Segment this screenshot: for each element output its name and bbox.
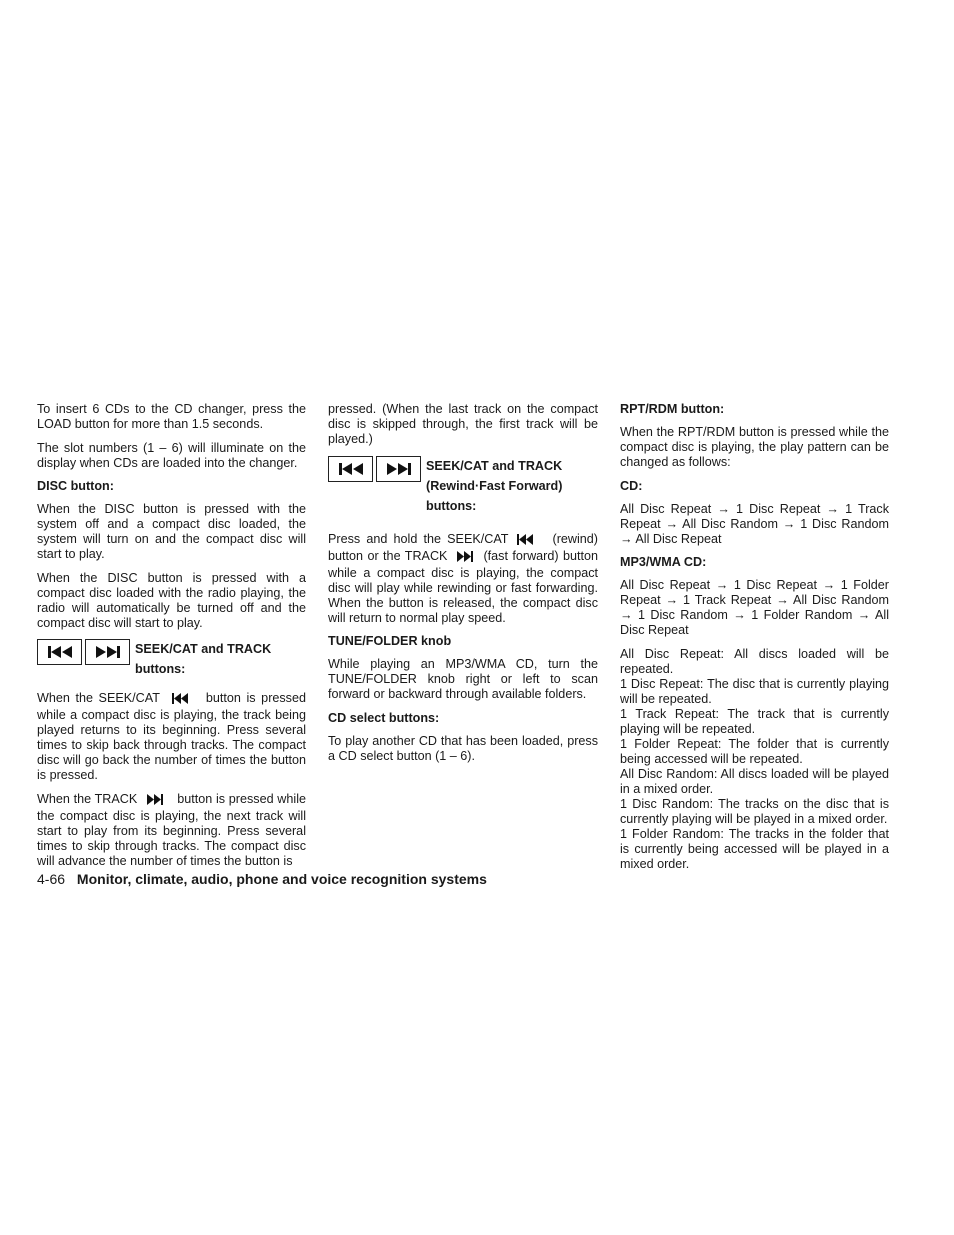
page-number: 4-66 [37, 871, 66, 887]
seek-cat-text-b: button is pressed while a compact disc is playing, the track being played returns to its beginning. Press several times to skip back through tracks. The compact disc will go back the number of times the button is pressed. [37, 691, 306, 782]
seek-back-icon [517, 534, 533, 549]
seek-cat-text-a: When the SEEK/CAT [37, 691, 160, 705]
track-forward-icon [457, 551, 473, 566]
seek-cat-button-illustration [328, 456, 373, 482]
seek-track-button-pair [37, 639, 130, 665]
paragraph-rpt-rdm: When the RPT/RDM button is pressed while the compact disc is playing, the play pattern can be changed as follows: [620, 425, 889, 469]
heading-rpt-rdm: RPT/RDM button: [620, 402, 725, 416]
page-footer [37, 870, 487, 888]
track-forward-icon [147, 794, 163, 809]
definition-1-folder-repeat: 1 Folder Repeat: The folder that is currently being accessed will be repeated. [620, 736, 889, 766]
definition-1-disc-repeat: 1 Disc Repeat: The disc that is currently playing will be repeated. [620, 676, 889, 706]
paragraph-press-hold [328, 532, 598, 626]
column-2 [328, 402, 598, 772]
paragraph-last-track: pressed. (When the last track on the compact disc is skipped through, the first track will be played.) [328, 402, 598, 446]
heading-disc-button: DISC button: [37, 479, 114, 493]
paragraph-tune-folder: While playing an MP3/WMA CD, turn the TUNE/FOLDER knob right or left to scan forward or backward through available folders. [328, 657, 598, 701]
definition-all-disc-random: All Disc Random: All discs loaded will be played in a mixed order. [620, 766, 889, 796]
definition-1-folder-random: 1 Folder Random: The tracks in the folder that is currently being accessed will be played in a mixed order. [620, 826, 889, 871]
track-forward-icon [386, 463, 412, 475]
rewind-forward-caption [426, 456, 562, 516]
press-hold-text-c: (fast forward) button while a compact disc is playing, the compact disc will play while rewinding or fast forwarding. When the button is released, the compact disc will return to normal play speed. [328, 548, 598, 625]
press-hold-text-b: (rewind) button or the TRACK [328, 531, 598, 563]
paragraph-disc-off: When the DISC button is pressed with the system off and a compact disc loaded, the system will turn on and the compact disc will start to play. [37, 502, 306, 561]
caption-line-2: buttons: [135, 662, 186, 676]
heading-mp3-wma: MP3/WMA CD: [620, 555, 707, 569]
paragraph-seek-cat [37, 691, 306, 783]
paragraph-slot-numbers: The slot numbers (1 – 6) will illuminate on the display when CDs are loaded into the changer. [37, 440, 306, 470]
heading-tune-folder: TUNE/FOLDER knob [328, 634, 452, 648]
heading-cd: CD: [620, 478, 643, 493]
track-button-illustration [85, 639, 130, 665]
track-text-a: When the TRACK [37, 791, 138, 806]
paragraph-cd-pattern: All Disc Repeat → 1 Disc Repeat → 1 Track Repeat → All Disc Random → 1 Disc Random → All Disc Repeat [620, 501, 889, 546]
column-3 [620, 402, 889, 872]
definition-1-track-repeat: 1 Track Repeat: The track that is currently playing will be repeated. [620, 706, 889, 736]
paragraph-track [37, 792, 306, 869]
press-hold-text-a: Press and hold the SEEK/CAT [328, 531, 509, 546]
seek-cat-button-illustration [37, 639, 82, 665]
seek-back-icon [172, 693, 188, 708]
paragraph-disc-radio: When the DISC button is pressed with a compact disc loaded with the radio playing, the radio will automatically be turned off and the compact disc will start to play. [37, 570, 306, 630]
definition-1-disc-random: 1 Disc Random: The tracks on the disc that is currently playing will be played in a mixed order. [620, 796, 889, 826]
track-text-b: button is pressed while the compact disc is playing, the next track will start to play from its beginning. Press several times to skip through tracks. The compact disc will advance the number of times the button is [37, 791, 307, 868]
seek-back-icon [47, 646, 73, 658]
heading-cd-select: CD select buttons: [328, 710, 440, 725]
seek-track-caption [135, 639, 271, 679]
rewind-forward-figure [328, 456, 598, 516]
seek-track-figure [37, 639, 306, 679]
rewind-forward-button-pair [328, 456, 421, 482]
caption-line-1: SEEK/CAT and TRACK [426, 458, 563, 473]
definition-all-disc-repeat: All Disc Repeat: All discs loaded will be repeated. [620, 646, 889, 676]
caption-line-2: (Rewind·Fast Forward) [426, 478, 563, 493]
seek-back-icon [338, 463, 364, 475]
paragraph-mp3-pattern: All Disc Repeat → 1 Disc Repeat → 1 Folder Repeat → 1 Track Repeat → All Disc Random → 1 Disc Random → 1 Folder Random → All Disc Repeat [620, 578, 889, 637]
section-title: Monitor, climate, audio, phone and voice recognition systems [76, 871, 487, 887]
paragraph-insert-cds: To insert 6 CDs to the CD changer, press the LOAD button for more than 1.5 seconds. [37, 402, 306, 431]
caption-line-1: SEEK/CAT and TRACK [135, 642, 272, 656]
column-1 [37, 402, 306, 869]
paragraph-cd-select: To play another CD that has been loaded, press a CD select button (1 – 6). [328, 733, 598, 763]
caption-line-3: buttons: [426, 498, 477, 513]
track-button-illustration [376, 456, 421, 482]
track-forward-icon [95, 646, 121, 658]
